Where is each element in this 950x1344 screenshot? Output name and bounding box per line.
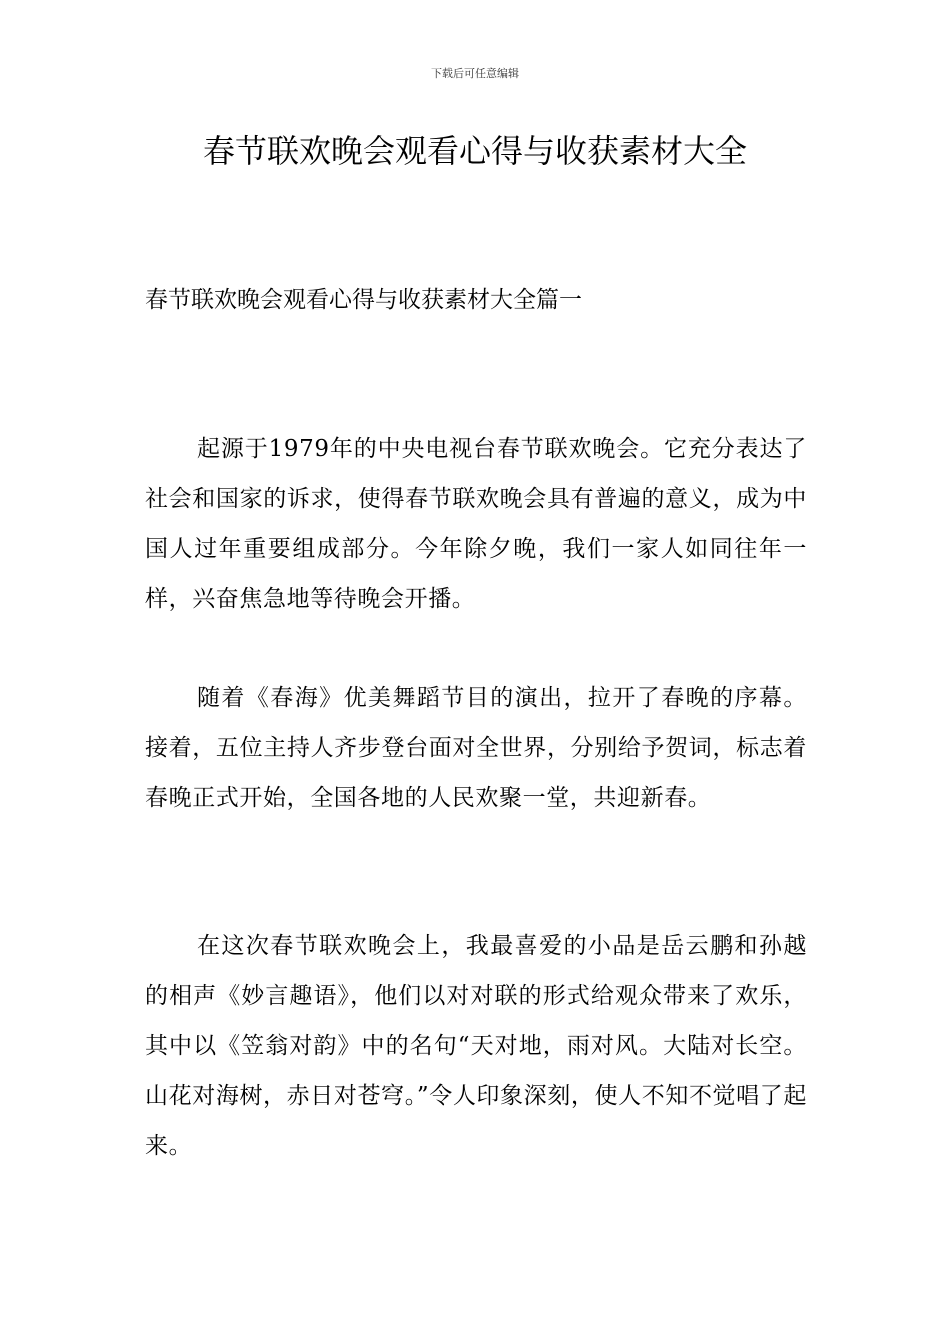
body-paragraph: 在这次春节联欢晚会上，我最喜爱的小品是岳云鹏和孙越的相声《妙言趣语》，他们以对对联的形式给观众带来了欢乐，其中以《笠翁对韵》中的名句“天对地，雨对风。大陆对长空。山花对海树，赤日对苍穹。”令人印象深刻，使人不知不觉唱了起来。 — [145, 933, 807, 1159]
body-paragraph: 起源于1979年的中央电视台春节联欢晚会。它充分表达了社会和国家的诉求，使得春节联欢晚会具有普遍的意义，成为中国人过年重要组成部分。今年除夕晚，我们一家人如同往年一样，兴奋焦急地等待晚会开播。 — [145, 436, 807, 612]
header-note: 下载后可任意编辑 — [431, 67, 519, 80]
document-title: 春节联欢晚会观看心得与收获素材大全 — [202, 132, 747, 170]
section-heading: 春节联欢晚会观看心得与收获素材大全篇一 — [145, 287, 582, 313]
body-paragraph: 随着《春海》优美舞蹈节目的演出，拉开了春晚的序幕。接着，五位主持人齐步登台面对全世界，分别给予贺词，标志着春晚正式开始，全国各地的人民欢聚一堂，共迎新春。 — [145, 685, 807, 811]
